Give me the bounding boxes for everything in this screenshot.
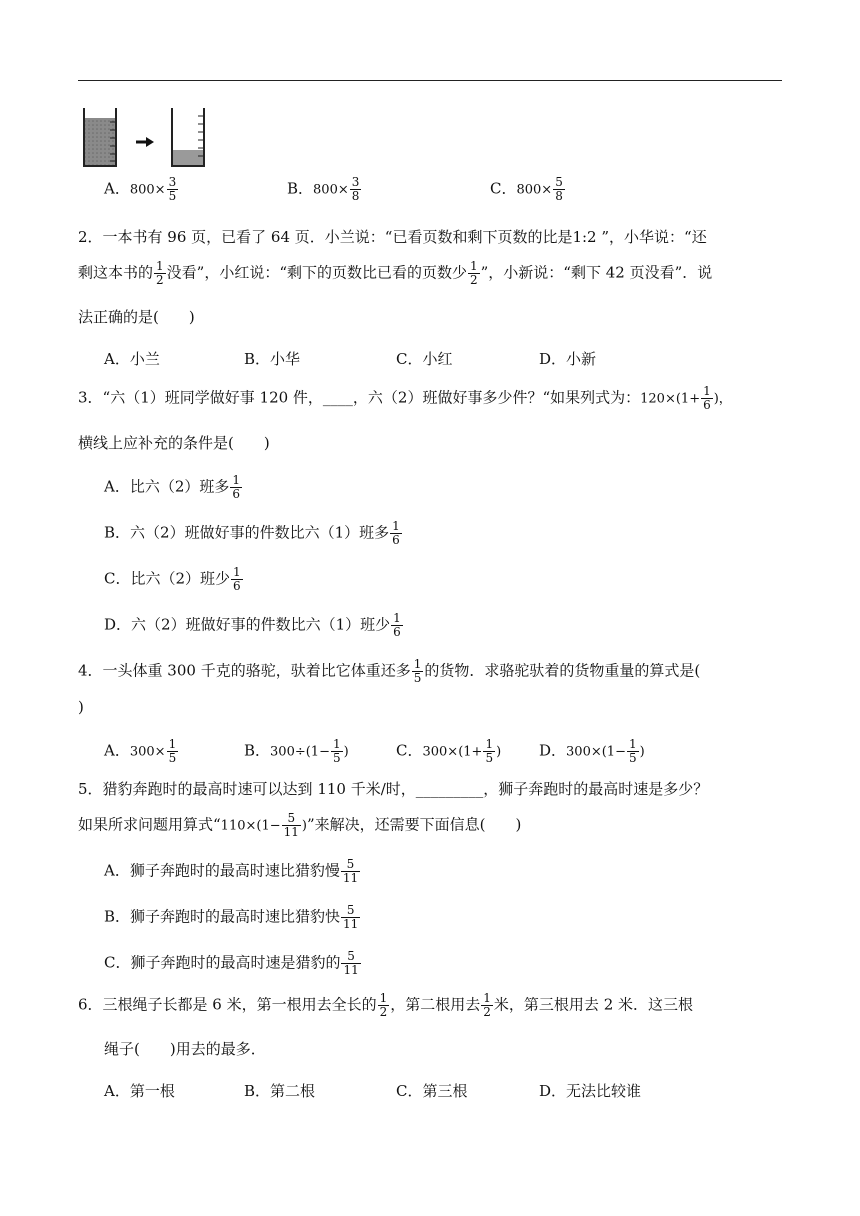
partial-beaker-icon	[172, 108, 204, 166]
q5-line2: 如果所求问题用算式“110×(1− $\frac{5}{11}$ )”来解决，还需要下面信息( )	[78, 811, 522, 839]
q3-option-b[interactable]: B．六（2）班做好事的件数比六（1）班多 $\frac{1}{6}$	[104, 519, 400, 547]
fraction: $\frac{1}{5}$	[485, 737, 494, 765]
fraction: $\frac{5}{11}$	[343, 949, 359, 977]
option-letter: A．	[104, 179, 130, 198]
fraction: $\frac{1}{5}$	[168, 737, 177, 765]
q3-option-d[interactable]: D．六（2）班做好事的件数比六（1）班少 $\frac{1}{6}$	[104, 611, 401, 639]
q6-option-a[interactable]: A．第一根	[104, 1082, 175, 1100]
fraction: $\frac{3}{8}$	[351, 175, 360, 203]
fraction: $\frac{3}{5}$	[168, 175, 177, 203]
q1-option-c[interactable]	[490, 176, 566, 203]
q2-option-a[interactable]: A．小兰	[104, 350, 160, 368]
fraction: $\frac{1}{5}$	[332, 737, 341, 765]
q6-line1: 6．三根绳子长都是 6 米，第一根用去全长的 $\frac{1}{2}$ ，第二根用去 $\frac{1}{2}$ 米，第三根用去 2 米．这三根	[78, 991, 694, 1019]
q5-option-b[interactable]: B．狮子奔跑时的最高时速比猎豹快 $\frac{5}{11}$	[104, 903, 359, 931]
q3-line2: 横线上应补充的条件是( )	[78, 434, 270, 452]
fraction: $\frac{1}{6}$	[703, 384, 711, 412]
q4-option-c[interactable]: C．300×(1+ $\frac{1}{5}$ )	[396, 737, 502, 765]
fraction: $\frac{1}{2}$	[483, 991, 491, 1019]
fraction: $\frac{1}{6}$	[393, 611, 401, 639]
q4-option-b[interactable]: B．300÷(1− $\frac{1}{5}$ )	[244, 737, 349, 765]
option-letter: C．	[490, 179, 517, 198]
q2-line1: 2．一本书有 96 页，已看了 64 页．小兰说：“已看页数和剩下页数的比是1:2 ”，小华说：“还	[78, 228, 707, 246]
fraction: $\frac{5}{11}$	[343, 903, 359, 931]
q6-option-d[interactable]: D．无法比较谁	[539, 1082, 642, 1100]
q2-option-b[interactable]: B．小华	[244, 350, 301, 368]
q6-option-b[interactable]: B．第二根	[244, 1082, 316, 1100]
option-expr: 800×	[313, 182, 349, 198]
q5-line1: 5．猎豹奔跑时的最高时速可以达到 110 千米/时，_________，狮子奔跑时的最高时速是多少？	[78, 780, 709, 798]
fraction: $\frac{1}{2}$	[470, 259, 478, 287]
q1-option-b[interactable]	[287, 176, 362, 203]
q3-line1: 3．“六（1）班同学做好事 120 件，____，六（2）班做好事多少件？“如果列式为：120×(1+ $\frac{1}{6}$ )，	[78, 384, 732, 412]
fraction: $\frac{1}{2}$	[156, 259, 164, 287]
full-beaker-icon	[84, 108, 116, 166]
fraction: $\frac{1}{6}$	[232, 473, 241, 501]
option-expr: 800×	[516, 182, 553, 198]
q2-line2: 剩这本书的 $\frac{1}{2}$ 没看”，小红说：“剩下的页数比已看的页数少 $\frac{1}{2}$ ”，小新说：“剩下 42 页没看”．说	[78, 259, 713, 287]
q2-option-d[interactable]: D．小新	[539, 350, 597, 368]
fraction: $\frac{5}{8}$	[555, 175, 563, 203]
q5-option-c[interactable]: C．狮子奔跑时的最高时速是猎豹的 $\frac{5}{11}$	[104, 949, 359, 977]
fraction: $\frac{5}{11}$	[342, 857, 359, 885]
q2-option-c[interactable]: C．小红	[396, 350, 453, 368]
q6-line2: 绳子( )用去的最多．	[104, 1040, 266, 1058]
option-letter: B．	[287, 179, 314, 198]
q3-option-a[interactable]: A．比六（2）班多 $\frac{1}{6}$	[104, 473, 241, 501]
arrow-right-icon	[136, 137, 154, 147]
q4-option-a[interactable]: A．300× $\frac{1}{5}$	[104, 737, 177, 765]
q1-option-a[interactable]	[104, 176, 179, 203]
option-expr: 800×	[129, 182, 166, 198]
fraction: $\frac{1}{6}$	[233, 565, 241, 593]
fraction: $\frac{5}{11}$	[283, 811, 299, 839]
q4-line1: 4．一头体重 300 千克的骆驼，驮着比它体重还多 $\frac{1}{5}$ 的货物．求骆驼驮着的货物重量的算式是(	[78, 657, 701, 685]
fraction: $\frac{1}{5}$	[628, 737, 637, 765]
fraction: $\frac{1}{5}$	[413, 657, 422, 685]
fraction: $\frac{1}{2}$	[379, 991, 388, 1019]
q6-option-c[interactable]: C．第三根	[396, 1082, 468, 1100]
q5-option-a[interactable]: A．狮子奔跑时的最高时速比猎豹慢 $\frac{5}{11}$	[104, 857, 359, 885]
q4-line2: )	[78, 698, 84, 716]
q3-option-c[interactable]: C．比六（2）班少 $\frac{1}{6}$	[104, 565, 241, 593]
q4-option-d[interactable]: D．300×(1− $\frac{1}{5}$ )	[539, 737, 645, 765]
beaker-illustration	[80, 104, 220, 170]
header-rule	[78, 80, 782, 81]
fraction: $\frac{1}{6}$	[392, 519, 400, 547]
q2-line3: 法正确的是( )	[78, 308, 195, 326]
